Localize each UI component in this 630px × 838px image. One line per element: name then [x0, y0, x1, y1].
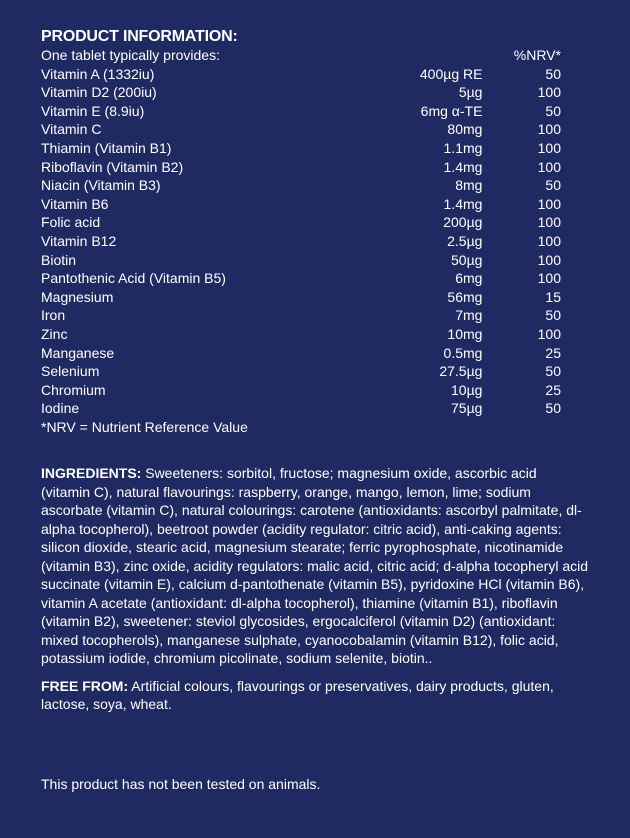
nutrient-nrv: 25: [545, 344, 561, 361]
nutrient-amount: 27.5µg: [439, 363, 483, 380]
nutrient-amount: 6mg: [455, 270, 483, 287]
nutrient-amount: 7mg: [455, 307, 483, 324]
nutrient-row: [41, 325, 561, 344]
nutrient-nrv: 50: [545, 177, 561, 194]
nutrient-row: [41, 344, 561, 363]
nutrient-amount: 1.4mg: [443, 195, 483, 212]
nutrient-name: Manganese: [41, 344, 115, 361]
nrv-footnote: *NRV = Nutrient Reference Value: [41, 418, 248, 435]
nutrient-amount: 1.1mg: [443, 139, 483, 156]
nutrient-amount: 400µg RE: [419, 65, 483, 82]
nutrient-row: [41, 158, 561, 177]
nutrient-nrv: 100: [537, 121, 561, 138]
nutrient-nrv: 100: [537, 251, 561, 268]
nutrient-name: Vitamin D2 (200iu): [41, 84, 157, 101]
nutrient-nrv: 50: [545, 102, 561, 119]
nutrient-nrv: 100: [537, 232, 561, 249]
nutrient-nrv: 15: [545, 288, 561, 305]
nutrient-amount: 0.5mg: [443, 344, 483, 361]
nutrient-name: Biotin: [41, 251, 77, 268]
product-information-title: PRODUCT INFORMATION:: [41, 28, 238, 45]
free-from-paragraph: [41, 677, 589, 714]
nutrient-name: Riboflavin (Vitamin B2): [41, 158, 184, 175]
nutrient-amount: 5µg: [458, 84, 483, 101]
nutrient-name: Vitamin B6: [41, 195, 109, 212]
nrv-header: %NRV*: [513, 47, 561, 63]
animal-testing-note: This product has not been tested on animals.: [41, 776, 321, 792]
nutrient-row: [41, 362, 561, 381]
nutrient-nrv: 100: [537, 214, 561, 231]
nutrient-row: [41, 399, 561, 418]
free-from-text: Artificial colours, flavourings or preservatives, dairy products, gluten, lactose, soya, wheat.: [41, 677, 554, 713]
free-from-label: FREE FROM:: [41, 677, 129, 694]
nutrient-nrv: 100: [537, 139, 561, 156]
nutrient-nrv: 100: [537, 195, 561, 212]
nutrient-name: Zinc: [41, 325, 68, 342]
nutrient-nrv: 100: [537, 325, 561, 342]
nutrient-name: Selenium: [41, 363, 100, 380]
nutrient-amount: 6mg α-TE: [420, 102, 483, 119]
nutrient-name: Niacin (Vitamin B3): [41, 177, 161, 194]
nutrient-name: Folic acid: [41, 214, 101, 231]
nutrient-amount: 200µg: [443, 214, 483, 231]
nutrient-row: [41, 83, 561, 102]
ingredients-text: Sweeteners: sorbitol, fructose; magnesium oxide, ascorbic acid (vitamin C), natural flavourings: raspberry, orange, mango, lemon, lime; sodium ascorbate (vitamin C), natural colourings: carotene (antioxidants: ascorbyl palmitate, dl-alpha tocopherol), beetroot powder (acidity regulator: citric acid), anti-caking agents: silicon dioxide, stearic acid, magnesium stearate; ferric pyrophosphate, nicotinamide (vitamin B3), zinc oxide, acidity regulators: malic acid, citric acid; d-alpha tocopheryl acid succinate (vitamin E), calcium d-pantothenate (vitamin B5), pyridoxine HCl (vitamin B6), vitamin A acetate (antioxidant: dl-alpha tocopherol), thiamine (vitamin B1), riboflavin (vitamin B2), sweetener: steviol glycosides, ergocalciferol (vitamin D2) (antioxidant: mixed tocopherols), manganese sulphate, cyanocobalamin (vitamin B12), folic acid, potassium iodide, chromium picolinate, sodium selenite, biotin..: [41, 465, 589, 667]
nutrition-table-header-row: [41, 46, 561, 65]
nutrient-name: Vitamin A (1332iu): [41, 65, 155, 82]
nutrition-table: [41, 46, 561, 418]
ingredients-label: INGREDIENTS:: [41, 465, 142, 482]
nutrient-row: [41, 232, 561, 251]
nutrient-row: [41, 251, 561, 270]
nutrient-row: [41, 65, 561, 84]
nutrient-amount: 50µg: [451, 251, 483, 268]
nutrient-nrv: 25: [545, 381, 561, 398]
nutrient-name: Vitamin B12: [41, 232, 117, 249]
nutrient-row: [41, 381, 561, 400]
nutrient-amount: 75µg: [451, 400, 483, 417]
nutrient-row: [41, 269, 561, 288]
nutrient-row: [41, 213, 561, 232]
nutrient-nrv: 100: [537, 270, 561, 287]
nutrient-nrv: 100: [537, 84, 561, 101]
nutrient-nrv: 50: [545, 65, 561, 82]
nutrient-amount: 56mg: [447, 288, 483, 305]
amount-header: [359, 46, 482, 65]
nutrient-row: [41, 195, 561, 214]
nutrient-nrv: 50: [545, 400, 561, 417]
nutrient-amount: 10µg: [451, 381, 483, 398]
nutrient-row: [41, 120, 561, 139]
nutrient-row: [41, 288, 561, 307]
nutrient-name: Vitamin C: [41, 121, 102, 138]
ingredients-paragraph: [41, 464, 589, 668]
product-information-panel: [41, 28, 591, 714]
nutrient-row: [41, 176, 561, 195]
nutrient-name: Vitamin E (8.9iu): [41, 102, 145, 119]
nutrient-amount: 80mg: [447, 121, 483, 138]
nutrient-row: [41, 139, 561, 158]
nutrient-row: [41, 102, 561, 121]
nutrient-name: Pantothenic Acid (Vitamin B5): [41, 270, 226, 287]
nutrient-nrv: 50: [545, 363, 561, 380]
nutrient-name: Thiamin (Vitamin B1): [41, 139, 172, 156]
nutrient-nrv: 100: [537, 158, 561, 175]
nutrient-amount: 2.5µg: [447, 232, 483, 249]
serving-intro: One tablet typically provides:: [41, 47, 220, 63]
nutrient-amount: 8mg: [455, 177, 483, 194]
nutrient-amount: 10mg: [447, 325, 483, 342]
nutrient-name: Iodine: [41, 400, 80, 417]
nutrient-name: Magnesium: [41, 288, 114, 305]
nutrient-name: Chromium: [41, 381, 106, 398]
nutrient-name: Iron: [41, 307, 66, 324]
nutrient-row: [41, 306, 561, 325]
nutrient-nrv: 50: [545, 307, 561, 324]
nutrient-amount: 1.4mg: [443, 158, 483, 175]
